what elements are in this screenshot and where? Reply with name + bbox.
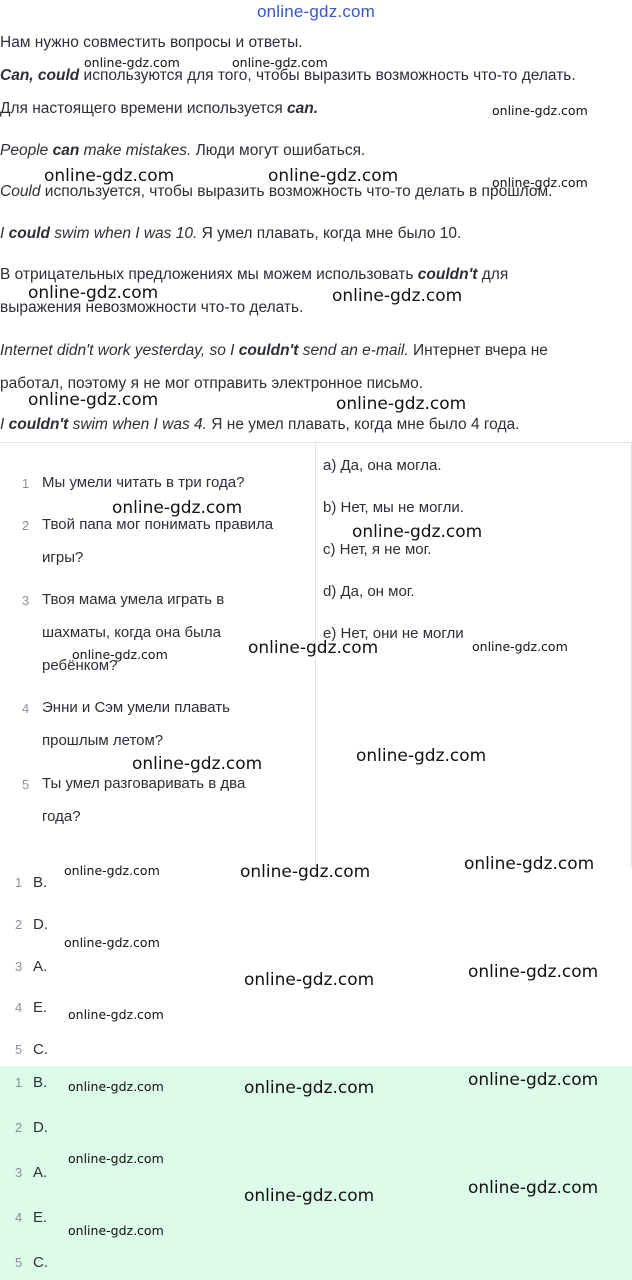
intro-line <box>0 33 303 53</box>
watermark: online-gdz.com <box>244 1078 375 1098</box>
rule-text: В отрицательных предложениях мы можем использовать <box>0 266 418 283</box>
example-line-4 <box>0 415 519 435</box>
rule-text: для <box>477 266 509 283</box>
rule-keywords: Can, could <box>0 67 80 84</box>
option-b: b) Нет, мы не могли. <box>323 499 464 516</box>
watermark: online-gdz.com <box>68 1079 164 1094</box>
question-text: Твоя мама умела играть в <box>42 591 225 608</box>
watermark: online-gdz.com <box>248 638 379 658</box>
watermark: online-gdz.com <box>332 286 463 306</box>
question-number: 5 <box>22 777 30 792</box>
rule-line-2 <box>0 99 318 119</box>
answer-value: A. <box>33 1164 48 1181</box>
watermark: online-gdz.com <box>132 754 263 774</box>
answer-list-highlighted <box>0 1066 632 1280</box>
answer-value: B. <box>33 1074 48 1091</box>
question-number: 4 <box>22 701 30 716</box>
question-text: года? <box>42 808 81 825</box>
question-text: ребёнком? <box>42 657 118 674</box>
question-number: 1 <box>22 476 30 491</box>
answer-number: 4 <box>15 1210 23 1225</box>
answer-value: A. <box>33 958 48 975</box>
question-number: 2 <box>22 518 30 533</box>
example-line-3 <box>0 341 548 361</box>
rule-keyword: can. <box>287 100 319 117</box>
rule-text: используются для того, чтобы выразить возможность что-то делать. <box>79 67 576 84</box>
answer-number: 1 <box>15 875 23 890</box>
example-ru: работал, поэтому я не мог отправить электронное письмо. <box>0 375 424 392</box>
site-title[interactable]: online-gdz.com <box>256 2 376 21</box>
watermark: online-gdz.com <box>356 746 487 766</box>
watermark: online-gdz.com <box>492 175 588 190</box>
question-text: Мы умели читать в три года? <box>42 474 245 491</box>
watermark: online-gdz.com <box>240 862 371 882</box>
watermark: online-gdz.com <box>468 962 599 982</box>
example-ru: Интернет вчера не <box>408 342 548 359</box>
watermark: online-gdz.com <box>64 935 160 950</box>
answer-value: C. <box>33 1041 48 1058</box>
example-keyword: could <box>8 225 50 242</box>
example-line-2 <box>0 224 461 244</box>
watermark: online-gdz.com <box>464 854 595 874</box>
example-en: swim when I was 4. <box>68 416 207 433</box>
watermark: online-gdz.com <box>28 283 159 303</box>
watermark: online-gdz.com <box>64 863 160 878</box>
answer-number: 5 <box>15 1255 23 1270</box>
option-c: c) Нет, я не мог. <box>323 541 432 558</box>
question-text: шахматы, когда она была <box>42 624 221 641</box>
example-keyword: can <box>52 142 80 159</box>
watermark: online-gdz.com <box>468 1178 599 1198</box>
watermark: online-gdz.com <box>68 1007 164 1022</box>
answer-value: D. <box>33 1119 48 1136</box>
intro-text: Нам нужно совместить вопросы и ответы. <box>0 34 303 51</box>
answer-value: E. <box>33 999 48 1016</box>
rule-text: выражения невозможности что-то делать. <box>0 299 304 316</box>
rule-keyword: Could <box>0 183 41 200</box>
answer-value: B. <box>33 874 48 891</box>
question-text: игры? <box>42 549 84 566</box>
example-en: Internet didn't work yesterday, so I <box>0 342 239 359</box>
watermark: online-gdz.com <box>336 394 467 414</box>
example-en: send an e-mail. <box>298 342 409 359</box>
rule-keyword: couldn't <box>417 266 478 283</box>
example-en: I <box>0 416 9 433</box>
answer-number: 5 <box>15 1042 23 1057</box>
answer-number: 4 <box>15 1000 23 1015</box>
question-number: 3 <box>22 593 30 608</box>
example-line-1 <box>0 141 365 161</box>
watermark: online-gdz.com <box>352 522 483 542</box>
question-text: Твой папа мог понимать правила <box>42 516 274 533</box>
example-en: make mistakes. <box>79 142 192 159</box>
rule-text: используется, чтобы выразить возможность что-то делать в прошлом. <box>40 183 553 200</box>
answer-number: 2 <box>15 1120 23 1135</box>
watermark: online-gdz.com <box>472 639 568 654</box>
option-a: a) Да, она могла. <box>323 457 442 474</box>
question-text: Энни и Сэм умели плавать <box>42 699 230 716</box>
watermark: online-gdz.com <box>268 166 399 186</box>
watermark: online-gdz.com <box>492 103 588 118</box>
watermark: online-gdz.com <box>28 390 159 410</box>
example-keyword: couldn't <box>8 416 69 433</box>
watermark: online-gdz.com <box>232 55 328 70</box>
answer-number: 3 <box>15 959 23 974</box>
watermark: online-gdz.com <box>468 1070 599 1090</box>
option-e: e) Нет, они не могли <box>323 625 464 642</box>
watermark: online-gdz.com <box>84 55 180 70</box>
example-en: I <box>0 225 9 242</box>
option-d: d) Да, он мог. <box>323 583 415 600</box>
watermark: online-gdz.com <box>112 498 243 518</box>
answer-number: 2 <box>15 917 23 932</box>
example-ru: Я не умел плавать, когда мне было 4 года. <box>206 416 520 433</box>
watermark: online-gdz.com <box>44 166 175 186</box>
example-en: People <box>0 142 53 159</box>
example-ru: Я умел плавать, когда мне было 10. <box>197 225 462 242</box>
question-text: Ты умел разговаривать в два <box>42 775 246 792</box>
watermark: online-gdz.com <box>68 1151 164 1166</box>
answer-value: E. <box>33 1209 48 1226</box>
rule-text: Для настоящего времени используется <box>0 100 288 117</box>
question-text: прошлым летом? <box>42 732 164 749</box>
answer-value: C. <box>33 1254 48 1271</box>
example-keyword: couldn't <box>238 342 299 359</box>
watermark: online-gdz.com <box>244 1186 375 1206</box>
answer-number: 3 <box>15 1165 23 1180</box>
rule-line-4 <box>0 265 508 285</box>
example-en: swim when I was 10. <box>49 225 198 242</box>
watermark: online-gdz.com <box>68 1223 164 1238</box>
answer-value: D. <box>33 916 48 933</box>
example-ru: Люди могут ошибаться. <box>191 142 366 159</box>
answer-number: 1 <box>15 1075 23 1090</box>
watermark: online-gdz.com <box>244 970 375 990</box>
watermark: online-gdz.com <box>72 647 168 662</box>
